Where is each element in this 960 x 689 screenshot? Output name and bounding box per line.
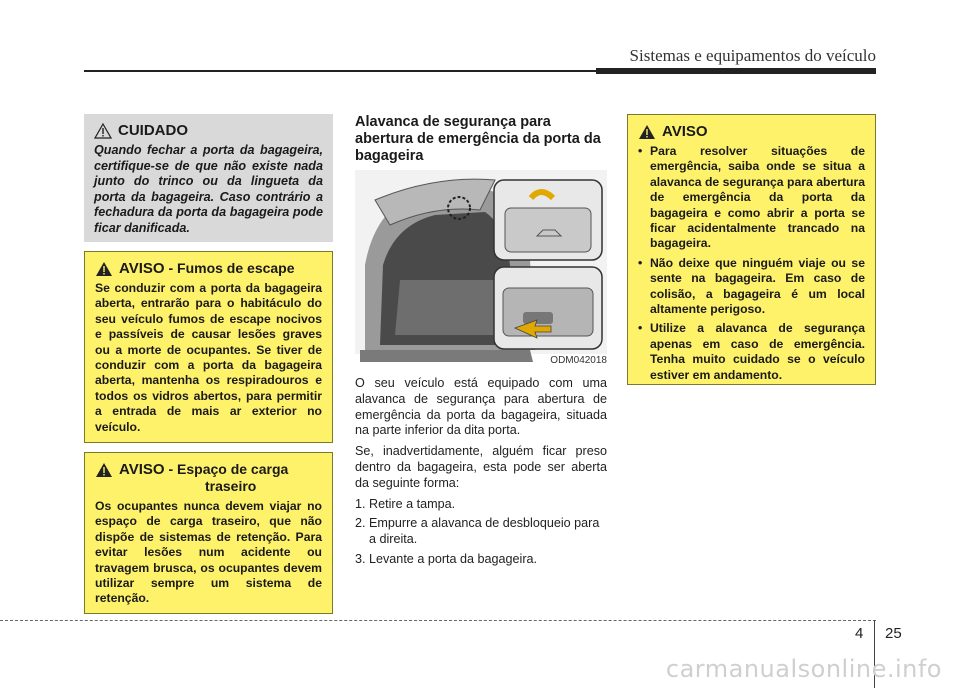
list-item: • Não deixe que ninguém viaje ou se sente na bagageira. Em caso de colisão, a bagageira é um local altamente perigoso. xyxy=(638,256,865,318)
warning-triangle-icon xyxy=(95,261,113,277)
page-number: 25 xyxy=(885,625,902,642)
caution-triangle-icon xyxy=(94,123,112,139)
caution-title-row xyxy=(94,122,323,139)
warning-cargo-title: AVISO xyxy=(119,461,165,478)
list-item: • Para resolver situações de emergência, saiba onde se situa a alavanca de segurança para abertura de emergência da porta da bagageira e como abrir a porta se ficar acidentalmente trancado na bagageira. xyxy=(638,144,865,252)
warning-right-list xyxy=(638,144,865,383)
step-item: 3. Levante a porta da bagageira. xyxy=(355,551,538,566)
warning-cargo-subtitle-2: traseiro xyxy=(205,478,257,494)
steps-list xyxy=(355,497,607,568)
step-item: 1. Retire a tampa. xyxy=(355,496,456,511)
header-rule-accent xyxy=(596,68,876,74)
warning-cargo-box xyxy=(84,452,333,614)
chapter-number: 4 xyxy=(855,625,864,642)
page-header-title: Sistemas e equipamentos do veículo xyxy=(629,46,876,65)
warning-cargo-text: Os ocupantes nunca devem viajar no espaço de carga traseiro, que não dispõe de sistemas de retenção. Para evitar lesões num acidente ou travagem brusca, os ocupantes devem utilizar sempre um sistema de retenção. xyxy=(95,499,322,606)
warning-fumes-title: AVISO xyxy=(119,260,165,277)
warning-fumes-box xyxy=(84,251,333,443)
caution-title: CUIDADO xyxy=(118,122,188,139)
section-paragraph-1: O seu veículo está equipado com uma alavanca de segurança para abertura de emergência da porta da bagageira, situada na parte inferior da dita porta. xyxy=(355,376,607,438)
warning-right-title-row xyxy=(638,123,865,140)
warning-triangle-icon xyxy=(638,124,656,140)
warning-triangle-icon xyxy=(95,462,113,478)
list-item: • Utilize a alavanca de segurança apenas em caso de emergência. Tenha muito cuidado se o veículo estiver em andamento. xyxy=(638,321,865,383)
warning-fumes-title-row xyxy=(95,260,322,277)
watermark: carmanualsonline.info xyxy=(665,655,942,683)
caution-box xyxy=(84,114,333,242)
warning-cargo-title-row xyxy=(95,461,322,495)
footer-rule xyxy=(0,620,876,621)
warning-fumes-subtitle: - Fumos de escape xyxy=(164,260,295,276)
caution-text: Quando fechar a porta da bagageira, certifique-se de que não existe nada junto do trinco ou da lingueta da porta da bagageira. Caso contrário a fechadura da porta da bagageira pode ficar danificada. xyxy=(94,143,323,235)
warning-right-title: AVISO xyxy=(662,123,708,140)
figure-code: ODM042018 xyxy=(550,355,607,366)
step-item: 2. Empurre a alavanca de desbloqueio para a direita. xyxy=(355,516,600,547)
section-body xyxy=(355,376,607,572)
warning-cargo-subtitle: - Espaço de carga xyxy=(164,461,289,477)
warning-right-box xyxy=(627,114,876,385)
section-paragraph-2: Se, inadvertidamente, alguém ficar preso dentro da bagageira, esta pode ser aberta da seguinte forma: xyxy=(355,444,607,490)
section-heading: Alavanca de segurança para abertura de emergência da porta da bagageira xyxy=(355,114,601,164)
tailgate-figure xyxy=(355,170,607,366)
warning-fumes-text: Se conduzir com a porta da bagageira aberta, entrarão para o habitáculo do seu veículo fumos de escape nocivos e passíveis de causar lesões graves ou a morte de ocupantes. Se tiver de conduzir com a porta da bagageira aberta, mantenha os respiradouros e todos os vidros abertos, para permitir a entrada de mais ar exterior no veículo. xyxy=(95,281,322,434)
tailgate-illustration xyxy=(355,170,607,366)
